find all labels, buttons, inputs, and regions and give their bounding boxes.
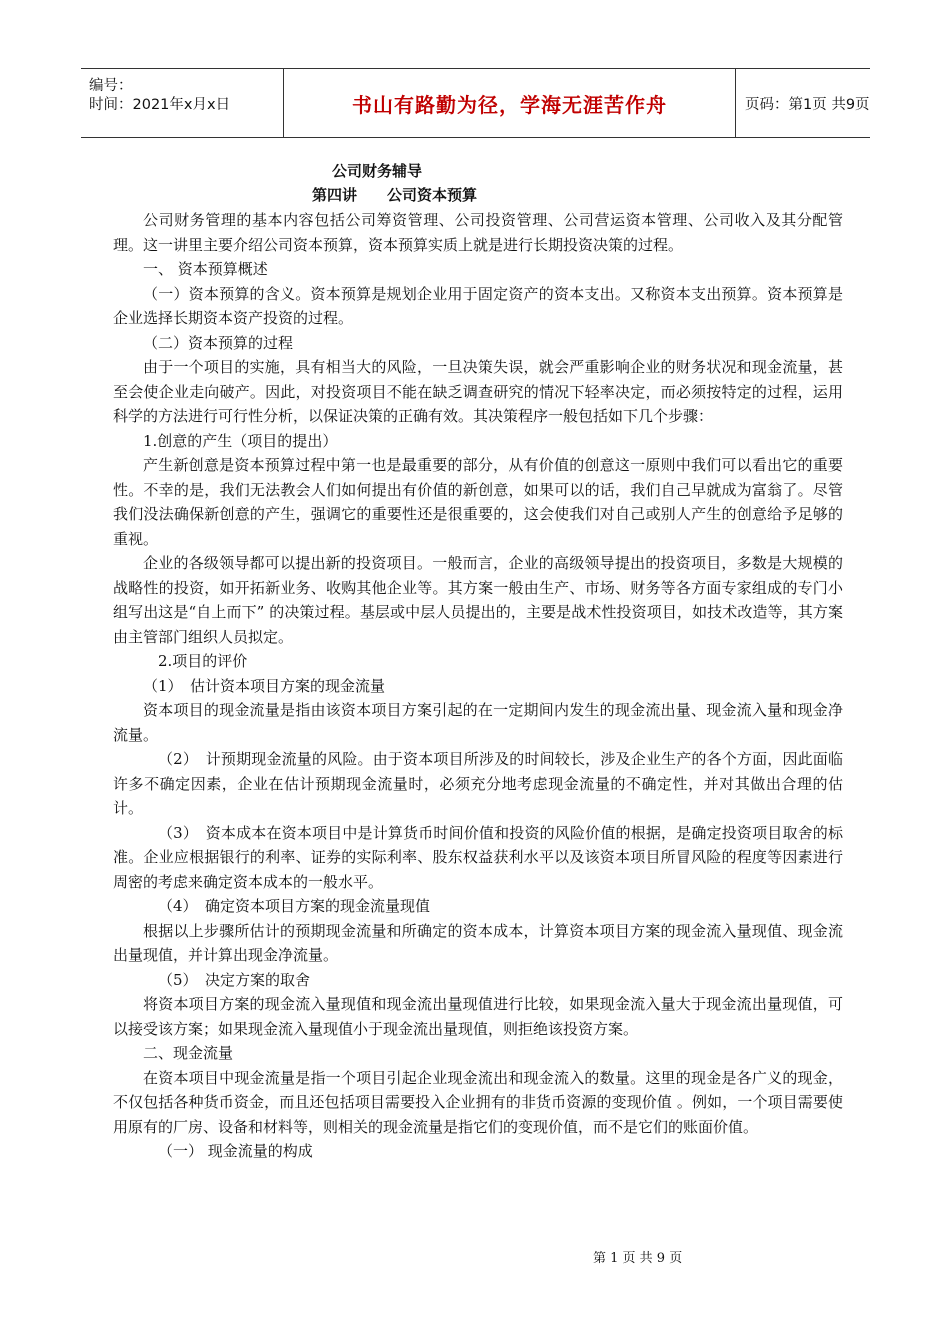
body-paragraph: （1） 估计资本项目方案的现金流量 xyxy=(143,676,386,695)
header-meta-cell xyxy=(81,69,283,137)
header-page-cell xyxy=(735,69,870,137)
body-paragraph: 在资本项目中现金流量是指一个项目引起企业现金流出和现金流入的数量。这里的现金是各广义的现金，不仅包括各种货币资金，而且还包括项目需要投入企业拥有的非货币资源的变现价值 。例如，一个项目需要使用原有的厂房、设备和材料等，则相关的现金流量是指它们的变现价值，而不是它们的账面价值。 xyxy=(113,1068,843,1136)
body-paragraph: 资本项目的现金流量是指由该资本项目方案引起的在一定期间内发生的现金流出量、现金流入量和现金净流量。 xyxy=(113,701,843,744)
body-paragraph: 1.创意的产生（项目的提出） xyxy=(143,431,338,450)
page-footer: 第 1 页 共 9 页 xyxy=(593,1251,683,1266)
body-paragraph: （一） 现金流量的构成 xyxy=(158,1142,313,1160)
document-subtitle: 第四讲 公司资本预算 xyxy=(312,186,478,204)
body-paragraph: （一）资本预算的含义。资本预算是规划企业用于固定资产的资本支出。又称资本支出预算。资本预算是企业选择长期资本资产投资的过程。 xyxy=(113,284,843,327)
header-motto: 书山有路勤为径，学海无涯苦作舟 xyxy=(352,92,667,117)
body-paragraph: 二、现金流量 xyxy=(143,1044,234,1062)
body-paragraph: （5） 决定方案的取舍 xyxy=(158,970,311,989)
body-paragraph: 根据以上步骤所估计的预期现金流量和所确定的资本成本，计算资本项目方案的现金流入量现值、现金流出量现值，并计算出现金净流量。 xyxy=(113,921,843,964)
body-paragraph: （3） 资本成本在资本项目中是计算货币时间价值和投资的风险价值的根据，是确定投资项目取舍的标准。企业应根据银行的利率、证券的实际利率、股东权益获利水平以及该资本项目所冒风险的程度等因素进行周密的考虑来确定资本成本的一般水平。 xyxy=(113,823,843,891)
body-paragraph: 一、 资本预算概述 xyxy=(143,260,268,278)
document-date-label: 时间：2021年x月x日 xyxy=(89,97,231,113)
header-page-info: 页码：第1页 共9页 xyxy=(745,96,870,113)
header-motto-cell xyxy=(283,69,736,137)
body-paragraph: 企业的各级领导都可以提出新的投资项目。一般而言，企业的高级领导提出的投资项目，多数是大规模的战略性的投资，如开拓新业务、收购其他企业等。其方案一般由生产、市场、财务等各方面专家组成的专门小组写出这是“自上而下” 的决策过程。基层或中层人员提出的，主要是战术性投资项目，如技术改造等，其方案由主管部门组织人员拟定。 xyxy=(113,554,843,646)
body-paragraph: 公司财务管理的基本内容包括公司筹资管理、公司投资管理、公司营运资本管理、公司收入及其分配管理。这一讲里主要介绍公司资本预算，资本预算实质上就是进行长期投资决策的过程。 xyxy=(113,211,843,254)
document-body xyxy=(113,208,843,1164)
document-number-label: 编号： xyxy=(89,78,133,94)
body-paragraph: （二）资本预算的过程 xyxy=(143,333,294,352)
body-paragraph: （2） 计预期现金流量的风险。由于资本项目所涉及的时间较长，涉及企业生产的各个方面，因此面临许多不确定因素，企业在估计预期现金流量时，必须充分地考虑现金流量的不确定性，并对其做出合理的估计。 xyxy=(113,750,843,817)
body-paragraph: 产生新创意是资本预算过程中第一也是最重要的部分，从有价值的创意这一原则中我们可以看出它的重要性。不幸的是，我们无法教会人们如何提出有价值的新创意，如果可以的话，我们自己早就成为富翁了。尽管我们没法确保新创意的产生，强调它的重要性还是很重要的，这会使我们对自己或别人产生的创意给予足够的重视。 xyxy=(113,456,843,548)
body-paragraph: （4） 确定资本项目方案的现金流量现值 xyxy=(158,897,431,915)
body-paragraph: 2.项目的评价 xyxy=(158,652,248,670)
document-header xyxy=(81,68,870,138)
body-paragraph: 将资本项目方案的现金流入量现值和现金流出量现值进行比较，如果现金流入量大于现金流出量现值，可以接受该方案；如果现金流入量现值小于现金流出量现值，则拒绝该投资方案。 xyxy=(113,995,843,1038)
document-title: 公司财务辅导 xyxy=(332,162,423,180)
body-paragraph: 由于一个项目的实施，具有相当大的风险，一旦决策失误，就会严重影响企业的财务状况和现金流量，甚至会使企业走向破产。因此，对投资项目不能在缺乏调查研究的情况下轻率决定，而必须按特定的过程，运用科学的方法进行可行性分析，以保证决策的正确有效。其决策程序一般包括如下几个步骤： xyxy=(113,358,843,425)
